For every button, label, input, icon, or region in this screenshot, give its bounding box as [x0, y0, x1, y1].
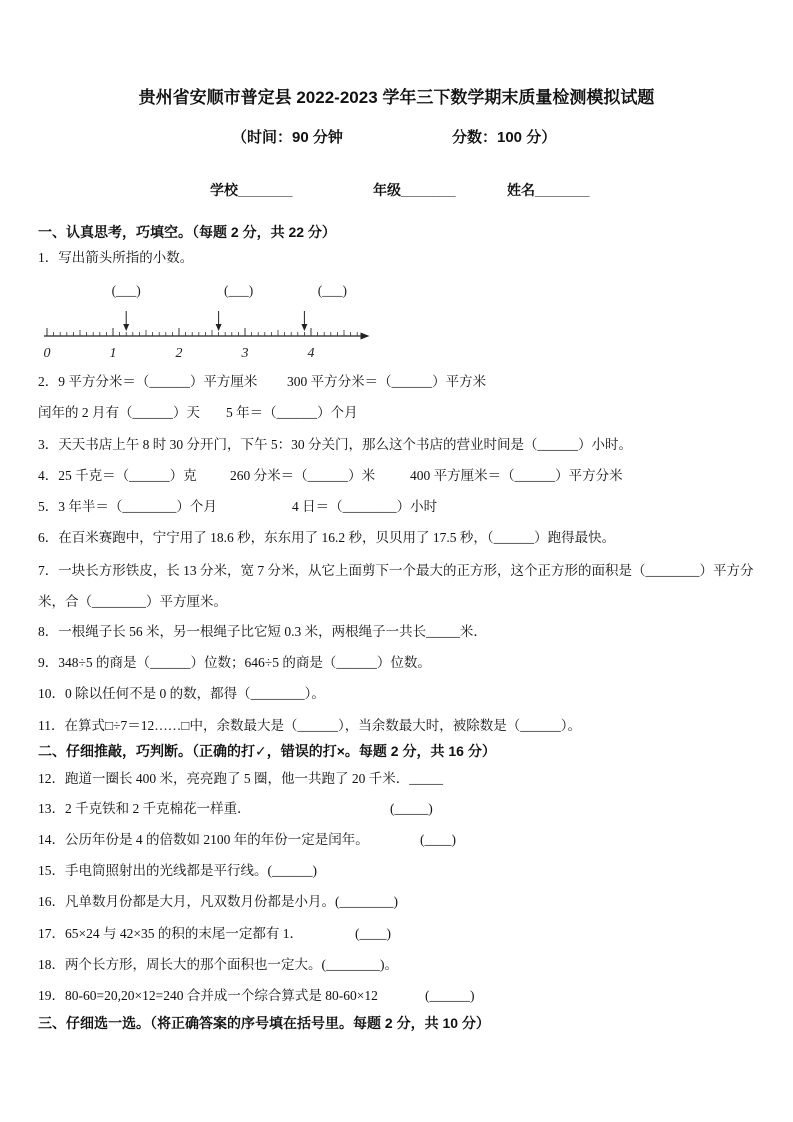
question-10: 10．0 除以任何不是 0 的数，都得（________）。 — [38, 686, 325, 701]
exam-time: （时间：90 分钟 — [232, 129, 343, 146]
section-1-heading: 一、认真思考，巧填空。（每题 2 分，共 22 分） — [38, 224, 336, 240]
question-14: 14．公历年份是 4 的倍数如 2100 年的年份一定是闰年。 — [38, 832, 369, 847]
question-9: 9．348÷5 的商是（______）位数；646÷5 的商是（______）位数。 — [38, 655, 431, 670]
question-16: 16．凡单数月份都是大月，凡双数月份都是小月。(________) — [38, 894, 398, 909]
number-line-figure — [38, 275, 378, 367]
question-6: 6．在百米赛跑中，宁宁用了 18.6 秒，东东用了 16.2 秒，贝贝用了 17.5 秒，（______）跑得最快。 — [38, 530, 616, 545]
question-3: 3．天天书店上午 8 时 30 分开门，下午 5：30 分关门，那么这个书店的营业时间是（______）小时。 — [38, 437, 632, 452]
pointer-arrow-head — [216, 324, 222, 331]
question-2-part-d: 5 年＝（______）个月 — [226, 405, 358, 420]
question-2-part-b: 300 平方分米＝（______）平方米 — [287, 374, 487, 389]
section-3-heading: 三、仔细选一选。（将正确答案的序号填在括号里。每题 2 分，共 10 分） — [38, 1015, 490, 1031]
number-line-tick-label: 1 — [109, 346, 117, 361]
pointer-arrow-head — [123, 324, 129, 331]
question-19-answer-blank: (______) — [425, 988, 475, 1003]
number-line-tick-label: 3 — [241, 346, 249, 361]
question-18: 18．两个长方形，周长大的那个面积也一定大。(________)。 — [38, 957, 398, 972]
name-field: 姓名_______ — [507, 182, 590, 198]
number-line-tick-label: 2 — [175, 346, 183, 361]
question-8: 8．一根绳子长 56 米，另一根绳子比它短 0.3 米，两根绳子一共长_____米． — [38, 624, 487, 639]
answer-blank-label: (___) — [317, 283, 348, 298]
grade-field: 年级_______ — [373, 182, 456, 198]
question-1: 1．写出箭头所指的小数。 — [38, 250, 194, 265]
question-14-answer-blank: (____) — [420, 832, 456, 847]
exam-title: 贵州省安顺市普定县 2022-2023 学年三下数学期末质量检测模拟试题 — [138, 88, 655, 107]
pointer-arrow-head — [301, 324, 307, 331]
section-2-heading: 二、仔细推敲，巧判断。（正确的打✓，错误的打×。每题 2 分，共 16 分） — [38, 743, 496, 759]
question-17-answer-blank: (____) — [355, 926, 391, 941]
number-line-tick-label: 0 — [43, 346, 51, 361]
question-12: 12．跑道一圈长 400 米，亮亮跑了 5 圈，他一共跑了 20 千米．_____ — [38, 771, 443, 786]
question-13-answer-blank: (_____) — [390, 801, 433, 816]
question-4-part-c: 400 平方厘米＝（______）平方分米 — [410, 468, 623, 483]
question-7: 7．一块长方形铁皮，长 13 分米，宽 7 分米，从它上面剪下一个最大的正方形，这个正方形的面积是（________）平方分米，合（________）平方厘米。 — [38, 563, 754, 609]
question-4-part-a: 4．25 千克＝（______）克 — [38, 468, 197, 483]
question-15: 15．手电筒照射出的光线都是平行线。(______) — [38, 863, 317, 878]
question-4-part-b: 260 分米＝（______）米 — [230, 468, 376, 483]
question-5-part-b: 4 日＝（________）小时 — [292, 499, 438, 514]
answer-blank-label: (___) — [111, 283, 141, 298]
question-2-part-c: 闰年的 2 月有（______）天 — [38, 405, 200, 420]
question-2-part-a: 2．9 平方分米＝（______）平方厘米 — [38, 374, 258, 389]
answer-blank-label: (___) — [223, 283, 254, 298]
question-13: 13．2 千克铁和 2 千克棉花一样重． — [38, 801, 251, 816]
number-line-tick-label: 4 — [307, 346, 315, 361]
number-line-arrowhead — [361, 333, 370, 340]
question-19: 19．80-60=20,20×12=240 合并成一个综合算式是 80-60×12 — [38, 988, 378, 1003]
question-5-part-a: 5．3 年半＝（________）个月 — [38, 499, 217, 514]
school-field: 学校_______ — [210, 182, 293, 198]
question-17: 17．65×24 与 42×35 的积的末尾一定都有 1． — [38, 926, 303, 941]
question-11: 11．在算式□÷7＝12……□中，余数最大是（______），当余数最大时，被除数是（______）。 — [38, 718, 581, 733]
exam-score: 分数：100 分） — [452, 129, 557, 146]
